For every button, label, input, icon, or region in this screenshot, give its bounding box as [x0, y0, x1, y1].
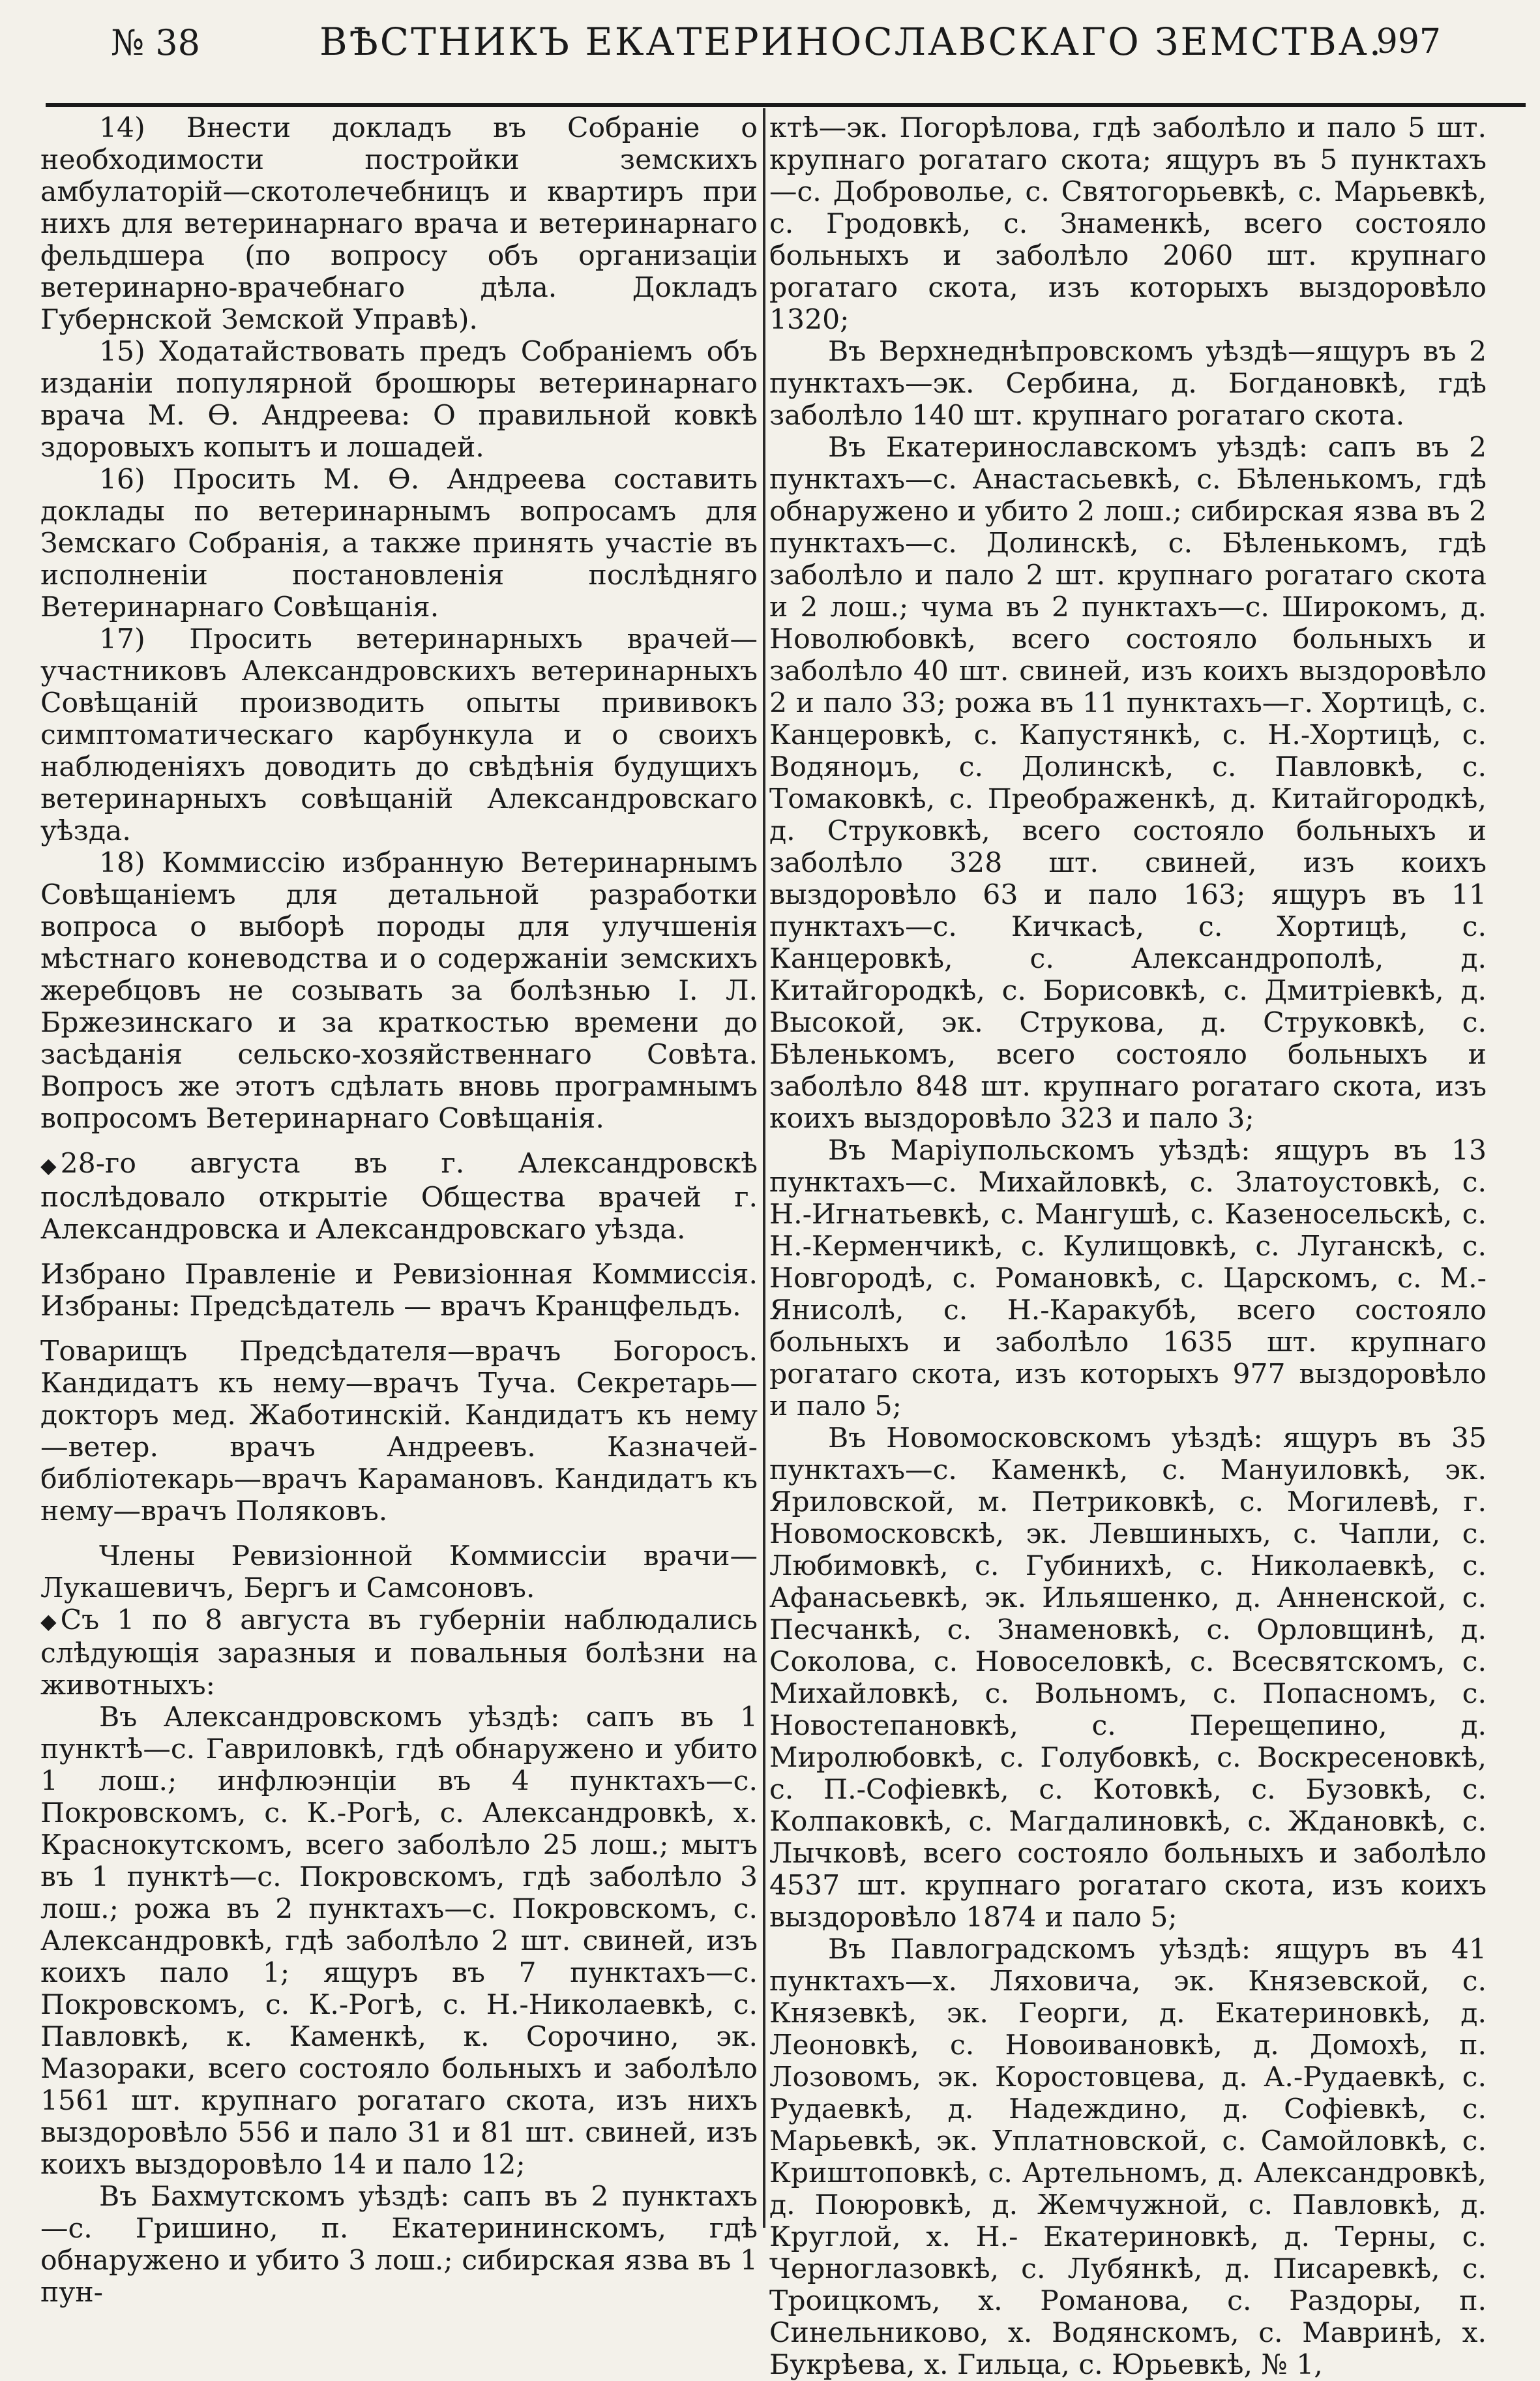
paragraph-item-18: 18) Коммиссію избранную Ветеринарнымъ Совѣщаніемъ для детальной разработки вопроса о выборѣ породы для улучшенія мѣстнаго коневодства и о содержаніи земскихъ жеребцовъ не созывать за болѣзнью І. Л. Бржезинскаго и за краткостью времени до засѣданія сельско-хозяйственнаго Совѣта. Вопросъ же этотъ сдѣлать вновь програмнымъ вопросомъ Ветеринарнаго Совѣщанія. — [40, 847, 758, 1135]
left-column — [40, 112, 758, 2309]
column-divider — [763, 108, 765, 2228]
paragraph-board-elected: Избрано Правленіе и Ревизіонная Коммиссія. Избраны: Предсѣдатель — врачъ Кранцфельдъ. — [40, 1258, 758, 1323]
page-header — [59, 14, 1467, 69]
journal-title: ВѢСТНИКЪ ЕКАТЕРИНОСЛАВСКАГО ЗЕМСТВА. — [319, 20, 1384, 64]
paragraph-bakhmut-continued: ктѣ—эк. Погорѣлова, гдѣ заболѣло и пало 5 шт. крупнаго рогатаго скота; ящуръ въ 5 пунктахъ—с. Доброволье, с. Святогорьевкѣ, с. Марьевкѣ, с. Гродовкѣ, с. Знаменкѣ, всего состояло больныхъ и заболѣло 2060 шт. крупнаго рогатаго скота, изъ которыхъ выздоровѣло 1320; — [769, 112, 1487, 336]
paragraph-revision-commission: Члены Ревизіонной Коммиссіи врачи—Лукашевичъ, Бергъ и Самсоновъ. — [40, 1540, 758, 1604]
paragraph-item-14: 14) Внести докладъ въ Собраніе о необходимости постройки земскихъ амбулаторій—скотолечебницъ и квартиръ при нихъ для ветеринарнаго врача и ветеринарнаго фельдшера (по вопросу объ организаціи ветеринарно-врачебнаго дѣла. Докладъ Губернской Земской Управѣ). — [40, 112, 758, 336]
page-number: 997 — [1376, 22, 1441, 61]
right-column — [769, 112, 1487, 2381]
paragraph-item-16: 16) Просить М. Ѳ. Андреева составить доклады по ветеринарнымъ вопросамъ для Земскаго Собранія, а также принять участіе въ исполненіи постановленія послѣдняго Ветеринарнаго Совѣщанія. — [40, 464, 758, 623]
paragraph-board-members: Товарищъ Предсѣдателя—врачъ Богоросъ. Кандидатъ къ нему—врачъ Туча. Секретарь—докторъ мед. Жаботинскій. Кандидатъ къ нему—ветер. врачъ Андреевъ. Казначей-библіотекарь—врачъ Карамановъ. Кандидатъ къ нему—врачъ Поляковъ. — [40, 1335, 758, 1527]
paragraph-novomoskovsk-uezd: Въ Новомосковскомъ уѣздѣ: ящуръ въ 35 пунктахъ—с. Каменкѣ, с. Мануиловкѣ, эк. Яриловской, м. Петриковкѣ, с. Могилевѣ, г. Новомосковскѣ, эк. Левшиныхъ, с. Чапли, с. Любимовкѣ, с. Губинихѣ, с. Николаевкѣ, с. Афанасьевкѣ, эк. Ильяшенко, д. Анненской, с. Песчанкѣ, с. Знаменовкѣ, с. Орловщинѣ, д. Соколова, с. Новоселовкѣ, с. Всесвятскомъ, с. Михайловкѣ, с. Вольномъ, с. Попасномъ, с. Новостепановкѣ, с. Перещепино, д. Миролюбовкѣ, с. Голубовкѣ, с. Воскресеновкѣ, с. П.-Софіевкѣ, с. Котовкѣ, с. Бузовкѣ, с. Колпаковкѣ, с. Магдалиновкѣ, с. Ждановкѣ, с. Лычковѣ, всего состояло больныхъ и заболѣло 4537 шт. крупнаго рогатаго скота, изъ коихъ выздоровѣло 1874 и пало 5; — [769, 1422, 1487, 1934]
paragraph-item-15: 15) Ходатайствовать предъ Собраніемъ объ изданіи популярной брошюры ветеринарнаго врача М. Ѳ. Андреева: О правильной ковкѣ здоровыхъ копытъ и лошадей. — [40, 336, 758, 464]
issue-number: № 38 — [111, 22, 200, 63]
diamond-ornament-icon: ◆ — [40, 1609, 57, 1634]
diamond-ornament-icon: ◆ — [40, 1152, 57, 1178]
paragraph-aleksandrovsk-uezd: Въ Александровскомъ уѣздѣ: сапъ въ 1 пунктѣ—с. Гавриловкѣ, гдѣ обнаружено и убито 1 лош.; инфлюэнціи въ 4 пунктахъ—с. Покровскомъ, с. К.-Рогѣ, с. Александровкѣ, х. Краснокутскомъ, всего заболѣло 25 лош.; мытъ въ 1 пунктѣ—с. Покровскомъ, гдѣ заболѣло 3 лош.; рожа въ 2 пунктахъ—с. Покровскомъ, с. Александровкѣ, гдѣ заболѣло 2 шт. свиней, изъ коихъ пало 1; ящуръ въ 7 пунктахъ—с. Покровскомъ, с. К.-Рогѣ, с. Н.-Николаевкѣ, с. Павловкѣ, к. Каменкѣ, к. Сорочино, эк. Мазораки, всего состояло больныхъ и заболѣло 1561 шт. крупнаго рогатаго скота, изъ нихъ выздоровѣло 556 и пало 31 и 81 шт. свиней, изъ коихъ выздоровѣло 14 и пало 12; — [40, 1701, 758, 2181]
paragraph-pavlograd-uezd: Въ Павлоградскомъ уѣздѣ: ящуръ въ 41 пунктахъ—х. Ляховича, эк. Князевской, с. Князевкѣ, эк. Георги, д. Екатериновкѣ, д. Леоновкѣ, с. Новоивановкѣ, д. Домохѣ, п. Лозовомъ, эк. Коростовцева, д. А.-Рудаевкѣ, с. Рудаевкѣ, д. Надеждино, д. Софіевкѣ, с. Марьевкѣ, эк. Уплатновской, с. Самойловкѣ, с. Криштоповкѣ, с. Артельномъ, д. Александровкѣ, д. Поюровкѣ, д. Жемчужной, с. Павловкѣ, д. Круглой, х. Н.- Екатериновкѣ, д. Терны, с. Черноглазовкѣ, с. Лубянкѣ, д. Писаревкѣ, с. Троицкомъ, х. Романова, с. Раздоры, п. Синельниково, х. Водянскомъ, с. Мавринѣ, х. Букрѣева, х. Гильца, с. Юрьевкѣ, № 1, — [769, 1934, 1487, 2381]
paragraph-verkhnedneprovsk-uezd: Въ Верхнеднѣпровскомъ уѣздѣ—ящуръ въ 2 пунктахъ—эк. Сербина, д. Богдановкѣ, гдѣ заболѣло 140 шт. крупнаго рогатаго скота. — [769, 336, 1487, 432]
news-animal-diseases — [40, 1604, 758, 1702]
news-society-opening-text: 28-го августа въ г. Александровскѣ послѣдовало открытіе Общества врачей г. Александровска и Александровскаго уѣзда. — [40, 1148, 758, 1246]
paragraph-ekaterinoslav-uezd: Въ Екатеринославскомъ уѣздѣ: сапъ въ 2 пунктахъ—с. Анастасьевкѣ, с. Бѣленькомъ, гдѣ обнаружено и убито 2 лош.; сибирская язва въ 2 пунктахъ—с. Долинскѣ, с. Бѣленькомъ, гдѣ заболѣло и пало 2 шт. крупнаго рогатаго скота и 2 лош.; чума въ 2 пунктахъ—с. Широкомъ, д. Новолюбовкѣ, всего состояло больныхъ и заболѣло 40 шт. свиней, изъ коихъ выздоровѣло 2 и пало 33; рожа въ 11 пунктахъ—г. Хортицѣ, с. Канцеровкѣ, с. Капустянкѣ, с. Н.-Хортицѣ, с. Водянομъ, с. Долинскѣ, с. Павловкѣ, с. Томаковкѣ, с. Преображенкѣ, д. Китайгородкѣ, д. Струковкѣ, всего состояло больныхъ и заболѣло 328 шт. свиней, изъ коихъ выздоровѣло 63 и пало 163; ящуръ въ 11 пунктахъ—с. Кичкасѣ, с. Хортицѣ, с. Канцеровкѣ, с. Александрополѣ, д. Китайгородкѣ, с. Борисовкѣ, с. Дмитріевкѣ, д. Высокой, эк. Струкова, д. Струковкѣ, с. Бѣленькомъ, всего состояло больныхъ и заболѣло 848 шт. крупнаго рогатаго скота, изъ коихъ выздоровѣло 323 и пало 3; — [769, 432, 1487, 1135]
paragraph-mariupol-uezd: Въ Маріупольскомъ уѣздѣ: ящуръ въ 13 пунктахъ—с. Михайловкѣ, с. Златоустовкѣ, с. Н.-Игнатьевкѣ, с. Мангушѣ, с. Казеносельскѣ, с. Н.-Керменчикѣ, с. Кулищовкѣ, с. Луганскѣ, с. Новгородѣ, с. Романовкѣ, с. Царскомъ, с. М.-Янисолѣ, с. Н.-Каракубѣ, всего состояло больныхъ и заболѣло 1635 шт. крупнаго рогатаго скота, изъ которыхъ 977 выздоровѣло и пало 5; — [769, 1135, 1487, 1422]
paragraph-bakhmut-uezd: Въ Бахмутскомъ уѣздѣ: сапъ въ 2 пунктахъ—с. Гришино, п. Екатерининскомъ, гдѣ обнаружено и убито 3 лош.; сибирская язва въ 1 пун- — [40, 2181, 758, 2309]
news-society-opening — [40, 1148, 758, 1246]
header-rule — [46, 103, 1526, 107]
news-animal-diseases-text: Съ 1 по 8 августа въ губерніи наблюдались слѣдующія заразныя и повальныя болѣзни на животныхъ: — [40, 1604, 758, 1701]
paragraph-item-17: 17) Просить ветеринарныхъ врачей—участниковъ Александровскихъ ветеринарныхъ Совѣщаній производить опыты прививокъ симптоматическаго карбункула и о своихъ наблюденіяхъ доводить до свѣдѣнія будущихъ ветеринарныхъ совѣщаній Александровскаго уѣзда. — [40, 623, 758, 847]
